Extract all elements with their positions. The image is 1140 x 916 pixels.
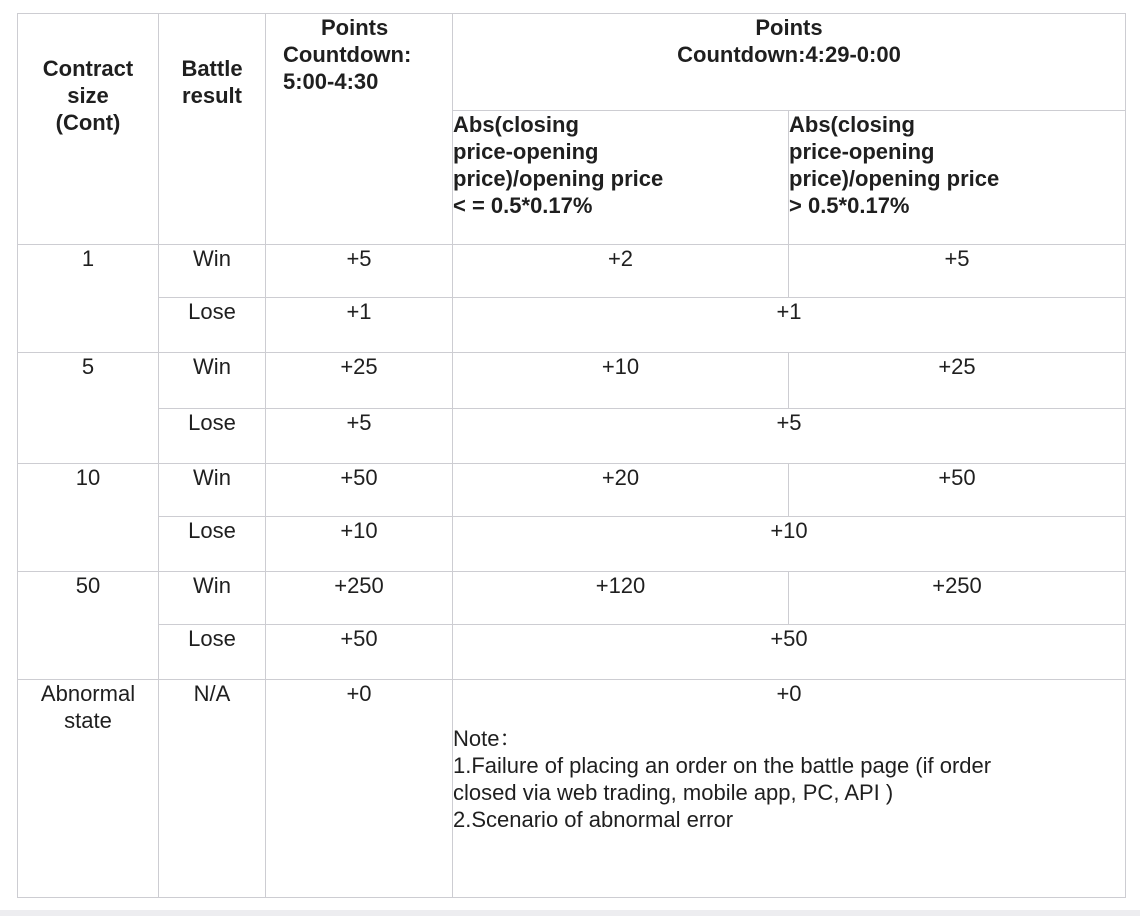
points-late-le-cell: +20 — [453, 464, 789, 517]
abnormal-points-early-cell: +0 — [266, 680, 453, 898]
abnormal-result-cell: N/A — [159, 680, 266, 898]
header-countdown-early: Points Countdown: 5:00-4:30 — [266, 14, 453, 245]
abnormal-row — [18, 680, 1126, 898]
contract-size-cell: 1 — [18, 245, 159, 353]
header-contract-size: Contract size (Cont) — [18, 14, 159, 245]
table-row — [18, 245, 1126, 298]
contract-size-cell: 10 — [18, 464, 159, 572]
points-late-gt-cell: +25 — [789, 353, 1126, 409]
points-late-merged-cell: +50 — [453, 625, 1126, 680]
table-row — [18, 572, 1126, 625]
table-row — [18, 464, 1126, 517]
header-row — [18, 14, 1126, 111]
battle-result-cell: Win — [159, 353, 266, 409]
note-title: Note： — [453, 726, 522, 751]
page-bottom-edge — [0, 910, 1140, 916]
table-row — [18, 353, 1126, 409]
subheader-deviation-gt: Abs(closing price-opening price)/opening price > 0.5*0.17% — [789, 111, 1126, 245]
points-early-cell: +25 — [266, 353, 453, 409]
points-late-le-cell: +120 — [453, 572, 789, 625]
table-row — [18, 409, 1126, 464]
points-late-le-cell: +2 — [453, 245, 789, 298]
abnormal-note-cell — [453, 680, 1126, 898]
points-early-cell: +1 — [266, 298, 453, 353]
points-late-gt-cell: +250 — [789, 572, 1126, 625]
points-table — [17, 13, 1126, 898]
subheader-deviation-le: Abs(closing price-opening price)/opening price < = 0.5*0.17% — [453, 111, 789, 245]
points-late-merged-cell: +5 — [453, 409, 1126, 464]
table-row — [18, 298, 1126, 353]
note-line: 1.Failure of placing an order on the battle page (if order — [453, 753, 992, 778]
points-early-cell: +5 — [266, 245, 453, 298]
abnormal-points-late: +0 — [776, 681, 802, 706]
points-late-merged-cell: +1 — [453, 298, 1126, 353]
note-line: 2.Scenario of abnormal error — [453, 807, 734, 832]
abnormal-state-cell: Abnormal state — [18, 680, 159, 898]
battle-result-cell: Lose — [159, 517, 266, 572]
points-early-cell: +5 — [266, 409, 453, 464]
battle-result-cell: Lose — [159, 409, 266, 464]
contract-size-cell: 50 — [18, 572, 159, 680]
contract-size-cell: 5 — [18, 353, 159, 464]
battle-result-cell: Lose — [159, 625, 266, 680]
battle-result-cell: Lose — [159, 298, 266, 353]
battle-result-cell: Win — [159, 572, 266, 625]
table-row — [18, 517, 1126, 572]
points-early-cell: +50 — [266, 464, 453, 517]
points-late-gt-cell: +5 — [789, 245, 1126, 298]
points-early-cell: +50 — [266, 625, 453, 680]
points-early-cell: +10 — [266, 517, 453, 572]
battle-result-cell: Win — [159, 464, 266, 517]
points-early-cell: +250 — [266, 572, 453, 625]
points-late-merged-cell: +10 — [453, 517, 1126, 572]
points-late-gt-cell: +50 — [789, 464, 1126, 517]
battle-result-cell: Win — [159, 245, 266, 298]
header-countdown-late: Points Countdown:4:29-0:00 — [453, 14, 1126, 111]
header-battle-result: Battle result — [159, 14, 266, 245]
table-row — [18, 625, 1126, 680]
note-line: closed via web trading, mobile app, PC, API ) — [453, 780, 894, 805]
points-late-le-cell: +10 — [453, 353, 789, 409]
